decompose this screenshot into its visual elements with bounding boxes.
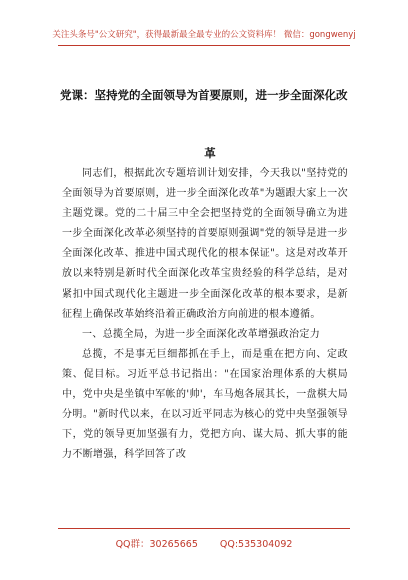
body-paragraph-section-1: 总揽，不是事无巨细都抓在手上，而是重在把方向、定政策、促目标。习近平总书记指出："在国家治理体系的大棋局中，党中央是坐镇中军帐的'帅'，车马炮各展其长，一盘棋大局分明。"新时代以来，在以习近平同志为核心的党中央坚强领导下，党的领导更加坚强有力，党把方向、谋大局、抓大事的能力不断增强，科学回答了改: [62, 348, 348, 461]
footer-qq: QQ:535304092: [219, 539, 293, 550]
body-paragraph-intro: 同志们，根据此次专题培训计划安排，今天我以"坚持党的全面领导为首要原则，进一步全面深化改革"为题跟大家上一次主题党课。党的二十届三中全会把坚持党的全面领导确立为进一步全面深化改革必须坚持的首要原则强调"党的领导是进一步全面深化改革、推进中国式现代化的根本保证"。这是对改革开放以来特别是新时代全面深化改革宝贵经验的科学总结，是对紧扣中国式现代化主题进一步全面深化改革的根本要求，是新征程上确保改革始终沿着正确政治方向前进的根本遵循。: [62, 168, 348, 320]
footer-qq-group: QQ群：30265665: [115, 539, 198, 550]
header-divider: [58, 45, 350, 46]
body-section-heading: 一、总揽全局，为进一步全面深化改革增强政治定力: [82, 328, 321, 340]
footer: [0, 536, 408, 550]
document-title-line-2: 革: [204, 146, 216, 160]
footer-divider: [58, 528, 350, 529]
document-title-line-1: 党课：坚持党的全面领导为首要原则，进一步全面深化改: [60, 88, 348, 102]
header-banner: 关注头条号"公文研究"，获得最新最全最专业的公文资料库！ 微信：gongwenyj: [52, 30, 356, 40]
document-body: [62, 164, 348, 465]
